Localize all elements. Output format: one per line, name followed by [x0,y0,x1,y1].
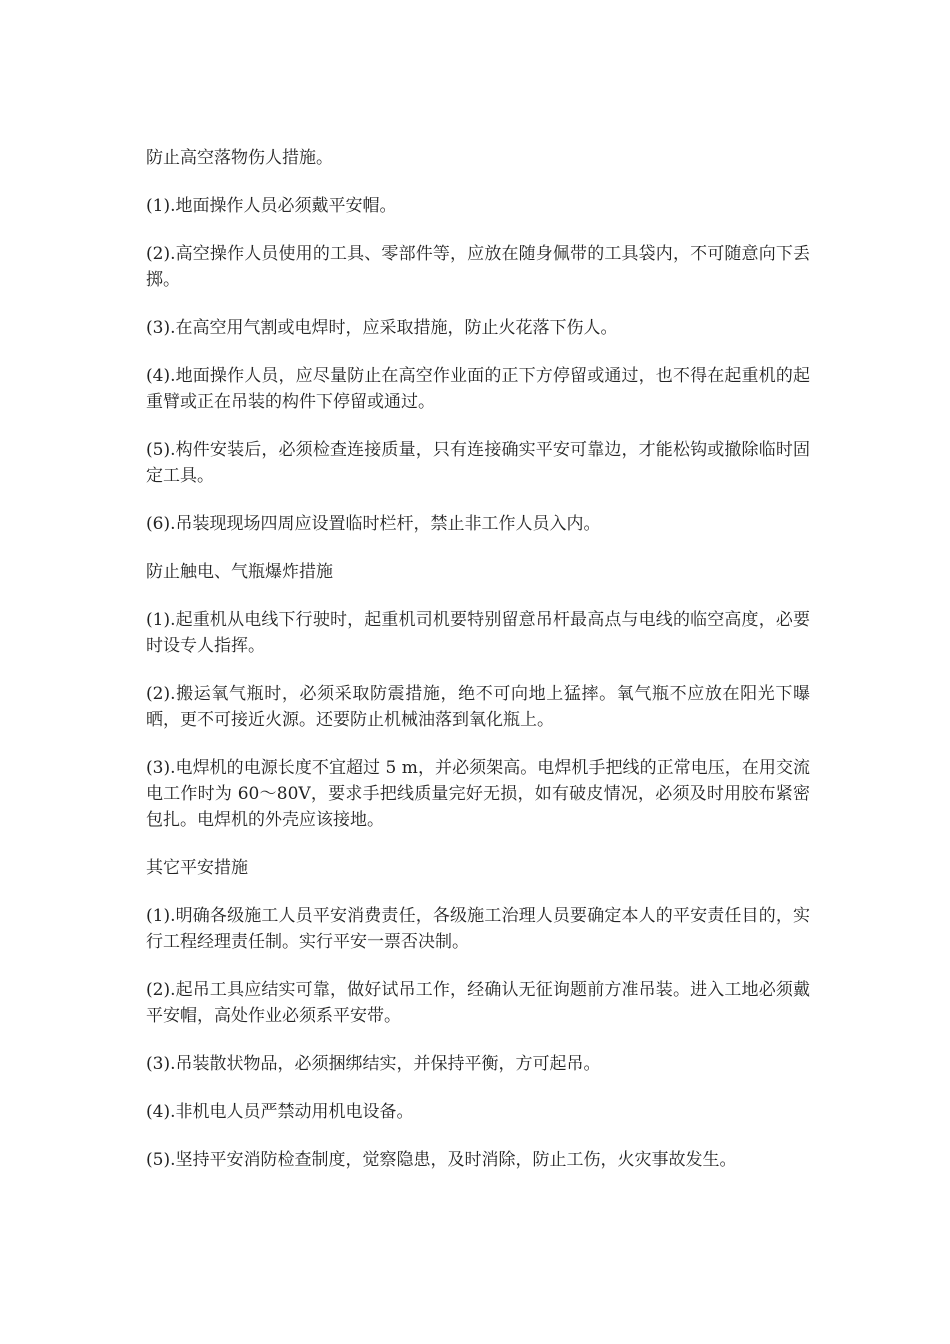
paragraph: (1).明确各级施工人员平安消费责任，各级施工治理人员要确定本人的平安责任目的，实行工程经理责任制。实行平安一票否决制。 [146,906,810,952]
paragraph: (5).坚持平安消防检查制度，觉察隐患，及时消除，防止工伤，火灾事故发生。 [146,1150,737,1170]
paragraph: (5).构件安装后，必须检查连接质量，只有连接确实平安可靠边，才能松钩或撤除临时固定工具。 [146,440,810,486]
paragraph: (4).非机电人员严禁动用机电设备。 [146,1102,414,1122]
paragraph: (6).吊装现现场四周应设置临时栏杆，禁止非工作人员入内。 [146,514,601,534]
paragraph: (2).起吊工具应结实可靠，做好试吊工作，经确认无征询题前方准吊装。进入工地必须戴平安帽，高处作业必须系平安带。 [146,980,810,1026]
paragraph: (3).电焊机的电源长度不宜超过 5 m，并必须架高。电焊机手把线的正常电压，在用交流电工作时为 60～80V，要求手把线质量完好无损，如有破皮情况，必须及时用胶布紧密包扎。电焊机的外壳应该接地。 [146,758,810,830]
section-heading-other-safety: 其它平安措施 [146,858,248,878]
paragraph: (1).地面操作人员必须戴平安帽。 [146,196,397,216]
document-body [146,145,810,1195]
paragraph: (4).地面操作人员，应尽量防止在高空作业面的正下方停留或通过，也不得在起重机的起重臂或正在吊装的构件下停留或通过。 [146,366,810,412]
section-heading-electric-gas: 防止触电、气瓶爆炸措施 [146,562,333,582]
paragraph: (3).吊装散状物品，必须捆绑结实，并保持平衡，方可起吊。 [146,1054,601,1074]
section-heading-falling-objects: 防止高空落物伤人措施。 [146,148,333,168]
paragraph: (3).在高空用气割或电焊时，应采取措施，防止火花落下伤人。 [146,318,618,338]
paragraph: (1).起重机从电线下行驶时，起重机司机要特别留意吊杆最高点与电线的临空高度，必要时设专人指挥。 [146,610,810,656]
paragraph: (2).搬运氧气瓶时，必须采取防震措施，绝不可向地上猛摔。氧气瓶不应放在阳光下曝晒，更不可接近火源。还要防止机械油落到氧化瓶上。 [146,684,810,730]
paragraph: (2).高空操作人员使用的工具、零部件等，应放在随身佩带的工具袋内，不可随意向下丢掷。 [146,244,810,290]
